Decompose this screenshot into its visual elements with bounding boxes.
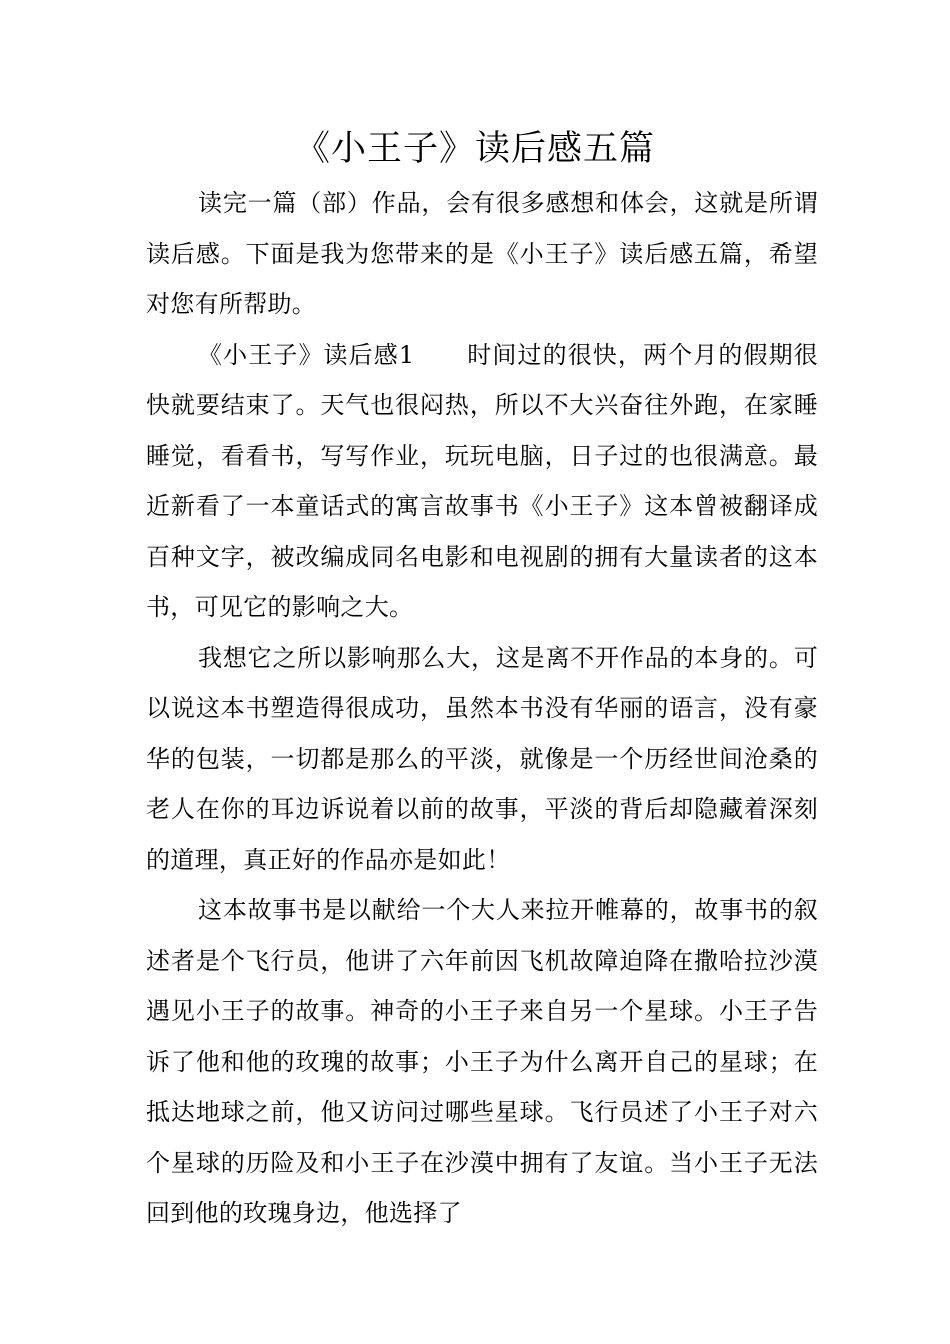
intro-paragraph: 读完一篇（部）作品，会有很多感想和体会，这就是所谓读后感。下面是我为您带来的是《小王子》读后感五篇，希望对您有所帮助。 <box>146 189 818 318</box>
paragraph-3: 这本故事书是以献给一个大人来拉开帷幕的，故事书的叙述者是个飞行员，他讲了六年前因飞机故障迫降在撒哈拉沙漠遇见小王子的故事。神奇的小王子来自另一个星球。小王子告诉了他和他的玫瑰的故事；小王子为什么离开自己的星球；在抵达地球之前，他又访问过哪些星球。飞行员述了小王子对六个星球的历险及和小王子在沙漠中拥有了友谊。当小王子无法回到他的玫瑰身边，他选择了 <box>146 896 818 1227</box>
section-heading: 《小王子》读后感1 <box>198 340 415 369</box>
document-body <box>146 178 818 1239</box>
paragraph-1-text: 时间过的很快，两个月的假期很快就要结束了。天气也很闷热，所以不大兴奋往外跑，在家睡睡觉，看看书，写写作业，玩玩电脑，日子过的也很满意。最近新看了一本童话式的寓言故事书《小王子》这本曾被翻译成百种文字，被改编成同名电影和电视剧的拥有大量读者的这本书，可见它的影响之大。 <box>146 340 818 621</box>
paragraph-2: 我想它之所以影响那么大，这是离不开作品的本身的。可以说这本书塑造得很成功，虽然本书没有华丽的语言，没有豪华的包装，一切都是那么的平淡，就像是一个历经世间沧桑的老人在你的耳边诉说着以前的故事，平淡的背后却隐藏着深刻的道理，真正好的作品亦是如此！ <box>146 643 818 874</box>
document-title: 《小王子》读后感五篇 <box>294 129 655 169</box>
section-paragraph-1 <box>146 330 818 633</box>
